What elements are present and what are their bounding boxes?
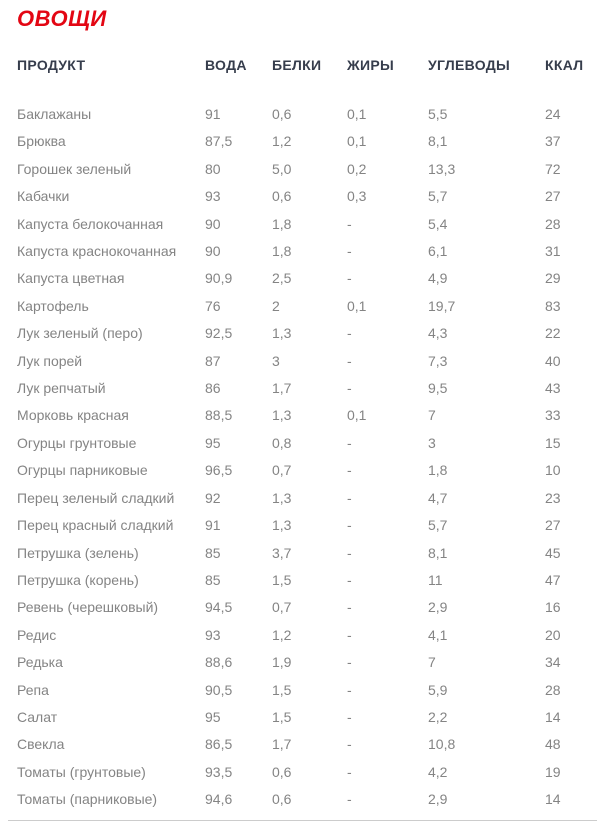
table-row [8,786,600,813]
cell-protein: 0,6 [272,791,292,808]
column-header-kcal: ККАЛ [545,57,584,73]
cell-protein: 1,7 [272,736,292,753]
cell-water: 88,5 [205,407,233,424]
cell-carbs: 1,8 [428,462,448,479]
cell-fat: 0,1 [347,297,367,314]
cell-kcal: 20 [545,626,561,643]
table-row [8,594,600,621]
cell-protein: 1,3 [272,489,292,506]
cell-kcal: 48 [545,736,561,753]
cell-fat: - [347,626,352,643]
table-row [8,402,600,429]
cell-carbs: 2,2 [428,708,448,725]
cell-product: Картофель [17,297,89,314]
cell-fat: - [347,681,352,698]
cell-product: Салат [17,708,58,725]
cell-product: Капуста краснокочанная [17,243,177,260]
cell-fat: - [347,352,352,369]
table-row [8,156,600,183]
cell-kcal: 31 [545,243,561,260]
cell-kcal: 24 [545,106,561,122]
cell-protein: 5,0 [272,160,292,177]
cell-water: 85 [205,571,221,588]
cell-product: Перец зеленый сладкий [17,489,175,506]
cell-fat: - [347,791,352,808]
table-row [8,759,600,786]
table-row [8,430,600,457]
cell-fat: - [347,517,352,534]
cell-water: 87 [205,352,221,369]
cell-water: 76 [205,297,221,314]
cell-fat: - [347,270,352,287]
cell-fat: - [347,243,352,260]
table-row [8,512,600,539]
cell-water: 86 [205,380,221,397]
column-header-fat: ЖИРЫ [347,57,394,73]
cell-product: Свекла [17,736,65,753]
table-row [8,731,600,758]
cell-protein: 1,3 [272,517,292,534]
cell-fat: - [347,489,352,506]
cell-protein: 1,5 [272,571,292,588]
cell-kcal: 23 [545,489,561,506]
cell-carbs: 9,5 [428,380,448,397]
cell-kcal: 33 [545,407,561,424]
cell-carbs: 13,3 [428,160,456,177]
cell-water: 95 [205,434,221,451]
cell-water: 91 [205,517,221,534]
cell-kcal: 27 [545,188,561,205]
cell-kcal: 72 [545,160,561,177]
cell-water: 95 [205,708,221,725]
table-row [8,457,600,484]
table-row [8,293,600,320]
cell-water: 91 [205,106,221,122]
cell-protein: 0,6 [272,763,292,780]
cell-water: 87,5 [205,133,233,150]
cell-protein: 2,5 [272,270,292,287]
cell-product: Редис [17,626,57,643]
cell-water: 90,5 [205,681,233,698]
cell-protein: 1,9 [272,654,292,671]
cell-product: Баклажаны [17,106,92,122]
table-row [8,128,600,155]
cell-kcal: 22 [545,325,561,342]
cell-fat: 0,1 [347,106,367,122]
column-header-protein: БЕЛКИ [272,57,322,73]
cell-kcal: 14 [545,708,561,725]
cell-protein: 0,7 [272,462,292,479]
cell-product: Петрушка (корень) [17,571,139,588]
cell-kcal: 14 [545,791,561,808]
cell-kcal: 19 [545,763,561,780]
cell-carbs: 4,2 [428,763,448,780]
cell-carbs: 4,9 [428,270,448,287]
cell-protein: 1,5 [272,708,292,725]
cell-protein: 2 [272,297,280,314]
cell-product: Редька [17,654,63,671]
cell-carbs: 10,8 [428,736,456,753]
cell-product: Капуста цветная [17,270,125,287]
cell-protein: 1,7 [272,380,292,397]
table-row [8,622,600,649]
cell-protein: 0,7 [272,599,292,616]
cell-fat: - [347,571,352,588]
cell-kcal: 37 [545,133,561,150]
cell-water: 94,6 [205,791,233,808]
cell-product: Огурцы грунтовые [17,434,137,451]
cell-kcal: 10 [545,462,561,479]
cell-protein: 3,7 [272,544,292,561]
table-row [8,265,600,292]
cell-protein: 0,6 [272,188,292,205]
cell-water: 80 [205,160,221,177]
table-row [8,485,600,512]
cell-water: 92,5 [205,325,233,342]
cell-water: 92 [205,489,221,506]
cell-fat: - [347,215,352,232]
cell-water: 85 [205,544,221,561]
cell-water: 88,6 [205,654,233,671]
cell-carbs: 2,9 [428,791,448,808]
cell-product: Огурцы парниковые [17,462,148,479]
cell-carbs: 7,3 [428,352,448,369]
cell-kcal: 43 [545,380,561,397]
table-row [8,649,600,676]
cell-product: Томаты (грунтовые) [17,763,146,780]
cell-carbs: 7 [428,407,436,424]
cell-kcal: 15 [545,434,561,451]
cell-carbs: 5,4 [428,215,448,232]
cell-water: 90,9 [205,270,233,287]
cell-product: Перец красный сладкий [17,517,174,534]
cell-fat: - [347,654,352,671]
cell-product: Кабачки [17,188,70,205]
table-row [8,375,600,402]
cell-fat: - [347,763,352,780]
column-header-carbs: УГЛЕВОДЫ [428,57,511,73]
cell-kcal: 27 [545,517,561,534]
table-row [8,540,600,567]
cell-carbs: 6,1 [428,243,448,260]
cell-carbs: 5,9 [428,681,448,698]
cell-protein: 1,8 [272,243,292,260]
cell-fat: 0,2 [347,160,367,177]
cell-protein: 1,3 [272,407,292,424]
cell-product: Лук зеленый (перо) [17,325,143,342]
cell-product: Капуста белокочанная [17,215,164,232]
cell-water: 94,5 [205,599,233,616]
cell-kcal: 47 [545,571,561,588]
cell-fat: - [347,380,352,397]
column-header-product: ПРОДУКТ [17,57,86,73]
cell-fat: - [347,462,352,479]
cell-water: 93,5 [205,763,233,780]
cell-kcal: 29 [545,270,561,287]
cell-fat: - [347,599,352,616]
cell-product: Ревень (черешковый) [17,599,159,616]
cell-fat: - [347,325,352,342]
cell-protein: 1,3 [272,325,292,342]
table-row [8,704,600,731]
table-row [8,348,600,375]
cell-kcal: 28 [545,215,561,232]
cell-carbs: 4,3 [428,325,448,342]
table-row [8,320,600,347]
cell-carbs: 5,5 [428,106,448,122]
cell-protein: 1,8 [272,215,292,232]
cell-protein: 1,2 [272,133,292,150]
cell-carbs: 5,7 [428,188,448,205]
table-row [8,183,600,210]
cell-product: Брюква [17,133,66,150]
table-body [8,101,600,814]
table-row [8,211,600,238]
cell-fat: 0,1 [347,407,367,424]
cell-product: Петрушка (зелень) [17,544,139,561]
table-row [8,567,600,594]
cell-kcal: 83 [545,297,561,314]
table-row [8,101,600,128]
cell-water: 96,5 [205,462,233,479]
cell-carbs: 8,1 [428,133,448,150]
cell-fat: 0,1 [347,133,367,150]
cell-carbs: 4,1 [428,626,448,643]
cell-protein: 0,8 [272,434,292,451]
cell-kcal: 28 [545,681,561,698]
cell-carbs: 2,9 [428,599,448,616]
cell-fat: - [347,736,352,753]
cell-water: 93 [205,626,221,643]
page-title: ОВОЩИ [17,6,107,31]
cell-product: Репа [17,681,49,698]
cell-kcal: 40 [545,352,561,369]
cell-kcal: 45 [545,544,561,561]
cell-product: Горошек зеленый [17,160,132,177]
cell-carbs: 3 [428,434,436,451]
table-wrapper [8,56,597,821]
cell-product: Морковь красная [17,407,129,424]
table-row [8,238,600,265]
cell-carbs: 8,1 [428,544,448,561]
cell-kcal: 16 [545,599,561,616]
cell-water: 86,5 [205,736,233,753]
cell-carbs: 11 [428,571,443,588]
cell-protein: 0,6 [272,106,292,122]
cell-product: Томаты (парниковые) [17,791,158,808]
nutrition-table [8,56,600,814]
cell-protein: 1,2 [272,626,292,643]
cell-product: Лук порей [17,352,83,369]
column-header-water: ВОДА [205,57,247,73]
cell-water: 90 [205,243,221,260]
cell-water: 93 [205,188,221,205]
cell-carbs: 7 [428,654,436,671]
cell-product: Лук репчатый [17,380,106,397]
cell-protein: 1,5 [272,681,292,698]
cell-carbs: 5,7 [428,517,448,534]
cell-water: 90 [205,215,221,232]
cell-fat: - [347,708,352,725]
table-row [8,677,600,704]
cell-protein: 3 [272,352,280,369]
header-row [8,56,600,101]
cell-carbs: 4,7 [428,489,448,506]
cell-fat: - [347,544,352,561]
cell-fat: - [347,434,352,451]
cell-fat: 0,3 [347,188,367,205]
cell-kcal: 34 [545,654,561,671]
cell-carbs: 19,7 [428,297,456,314]
